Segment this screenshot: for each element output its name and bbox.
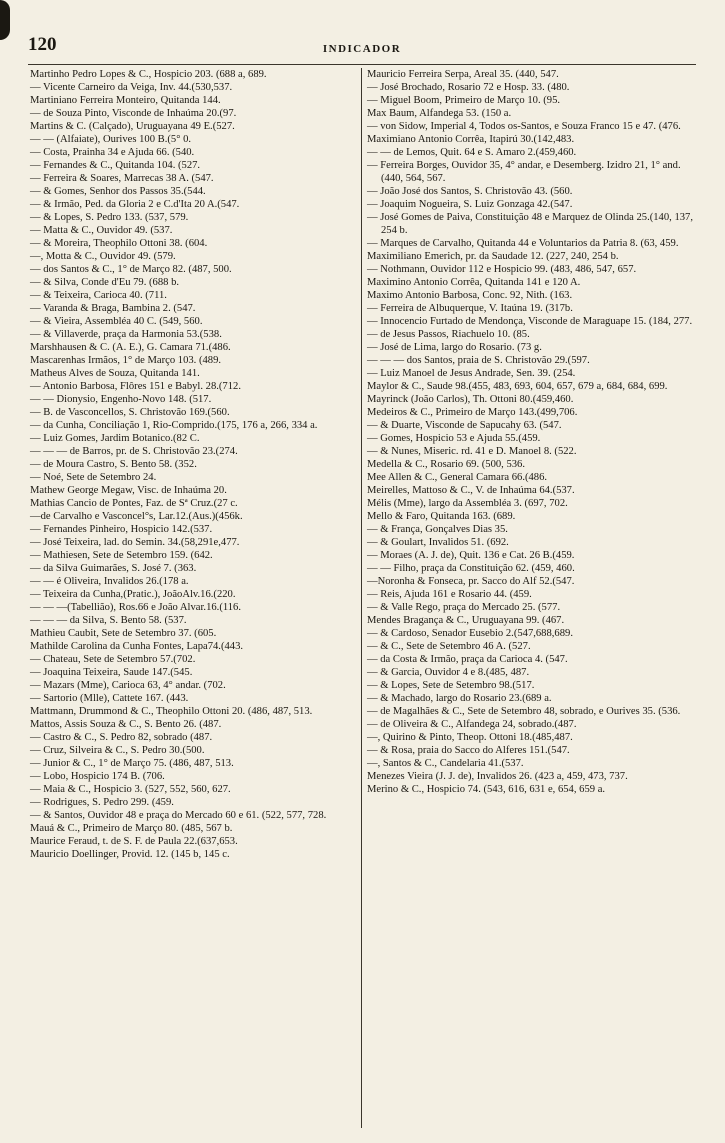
ink-stain [0, 0, 10, 40]
page-number: 120 [28, 34, 57, 55]
directory-entry: — & Duarte, Visconde de Sapucahy 63. (547. [367, 420, 562, 431]
directory-entry: — Luiz Gomes, Jardim Botanico.(82 C. [30, 433, 200, 444]
directory-entry: Merino & C., Hospicio 74. (543, 616, 631 e, 654, 659 a. [367, 784, 606, 795]
directory-entry: — & Santos, Ouvidor 48 e praça do Mercado 60 e 61. (522, 577, 728. [30, 810, 327, 821]
directory-entry: — Luiz Manoel de Jesus Andrade, Sen. 39. (254. [367, 368, 576, 379]
directory-entry: — Moraes (A. J. de), Quit. 136 e Cat. 26 B.(459. [367, 550, 575, 561]
directory-entry: Mélis (Mme), largo da Assembléa 3. (697, 702. [367, 498, 568, 509]
directory-entry: Maximo Antonio Barbosa, Conc. 92, Nith. (163. [367, 290, 573, 301]
directory-entry: — Sartorio (Mlle), Cattete 167. (443. [30, 693, 189, 704]
directory-entry: — Ferreira & Soares, Marrecas 38 A. (547. [30, 173, 214, 184]
page-header [28, 34, 696, 65]
directory-entry: — de Oliveira & C., Alfandega 24, sobrado.(487. [367, 719, 577, 730]
directory-entry: —, Santos & C., Candelaria 41.(537. [367, 758, 524, 769]
directory-entry: — Reis, Ajuda 161 e Rosario 44. (459. [367, 589, 532, 600]
directory-entry: — Joaquim Nogueira, S. Luiz Gonzaga 42.(547. [367, 199, 573, 210]
directory-entry: — & Gomes, Senhor dos Passos 35.(544. [30, 186, 206, 197]
directory-entry: Medella & C., Rosario 69. (500, 536. [367, 459, 526, 470]
columns [28, 68, 696, 1128]
directory-entry: — Miguel Boom, Primeiro de Março 10. (95. [367, 95, 561, 106]
directory-entry: — — — dos Santos, praia de S. Christovão 29.(597. [367, 355, 590, 366]
directory-entry: — B. de Vasconcellos, S. Christovão 169.(560. [30, 407, 230, 418]
directory-entry: Maximino Antonio Corrêa, Quitanda 141 e 120 A. [367, 277, 581, 288]
directory-entry: — Mazars (Mme), Carioca 63, 4° andar. (702. [30, 680, 226, 691]
directory-entry: — — —(Tabellião), Ros.66 e João Alvar.16.(116. [30, 602, 241, 613]
directory-entry: — da Cunha, Conciliação 1, Rio-Comprido.(175, 176 a, 266, 334 a. [30, 420, 318, 431]
directory-entry: — Vicente Carneiro da Veiga, Inv. 44.(530,537. [30, 82, 233, 93]
directory-entry: Mauricio Doellinger, Provid. 12. (145 b, 145 c. [30, 849, 230, 860]
directory-entry: Menezes Vieira (J. J. de), Invalidos 26. (423 a, 459, 473, 737. [367, 771, 628, 782]
directory-entry: — Joaquina Teixeira, Saude 147.(545. [30, 667, 193, 678]
directory-entry: — Matta & C., Ouvidor 49. (537. [30, 225, 173, 236]
directory-entry: Martinho Pedro Lopes & C., Hospicio 203. (688 a, 689. [30, 69, 267, 80]
directory-entry: — & Rosa, praia do Sacco do Alferes 151.(547. [367, 745, 570, 756]
running-title: INDICADOR [322, 43, 402, 55]
directory-entry: — & Irmão, Ped. da Gloria 2 e C.d'Ita 20 A.(547. [30, 199, 240, 210]
directory-entry: — Cruz, Silveira & C., S. Pedro 30.(500. [30, 745, 205, 756]
directory-entry: — & Moreira, Theophilo Ottoni 38. (604. [30, 238, 208, 249]
directory-entry: Maurice Feraud, t. de S. F. de Paula 22.(637,653. [30, 836, 238, 847]
directory-entry: — Castro & C., S. Pedro 82, sobrado (487. [30, 732, 213, 743]
directory-entry: — & França, Gonçalves Dias 35. [367, 524, 508, 535]
directory-entry: Max Baum, Alfandega 53. (150 a. [367, 108, 512, 119]
directory-entry: — Mathiesen, Sete de Setembro 159. (642. [30, 550, 213, 561]
directory-entry: Mauá & C., Primeiro de Março 80. (485, 567 b. [30, 823, 233, 834]
directory-entry: — José Brochado, Rosario 72 e Hosp. 33. (480. [367, 82, 570, 93]
directory-entry: Maximiliano Emerich, pr. da Saudade 12. (227, 240, 254 b. [367, 251, 619, 262]
directory-entry: — & Lopes, Sete de Setembro 98.(517. [367, 680, 535, 691]
directory-entry: — & Cardoso, Senador Eusebio 2.(547,688,689. [367, 628, 573, 639]
directory-entry: —, Quirino & Pinto, Theop. Ottoni 18.(485,487. [367, 732, 573, 743]
directory-entry: —de Carvalho e Vasconcel°s, Lar.12.(Aus.)(456k. [30, 511, 243, 522]
directory-entry: — Marques de Carvalho, Quitanda 44 e Voluntarios da Patria 8. (63, 459. [367, 238, 679, 249]
directory-entry: — de Souza Pinto, Visconde de Inhaúma 20.(97. [30, 108, 237, 119]
directory-entry: — — Dionysio, Engenho-Novo 148. (517. [30, 394, 212, 405]
directory-entry: Mathilde Carolina da Cunha Fontes, Lapa74.(443. [30, 641, 244, 652]
directory-entry: Mascarenhas Irmãos, 1° de Março 103. (489. [30, 355, 222, 366]
directory-entry: Mathieu Caubit, Sete de Setembro 37. (605. [30, 628, 217, 639]
directory-entry: — & Valle Rego, praça do Mercado 25. (577. [367, 602, 561, 613]
directory-entry: — Fernandes & C., Quitanda 104. (527. [30, 160, 201, 171]
directory-entry: — & Vieira, Assembléa 40 C. (549, 560. [30, 316, 203, 327]
directory-entry: —, Motta & C., Ouvidor 49. (579. [30, 251, 176, 262]
directory-entry: — & Villaverde, praça da Harmonia 53.(538. [30, 329, 222, 340]
directory-entry: — Costa, Prainha 34 e Ajuda 66. (540. [30, 147, 195, 158]
directory-entry: — João José dos Santos, S. Christovão 43. (560. [367, 186, 573, 197]
directory-entry: Matheus Alves de Souza, Quitanda 141. [30, 368, 200, 379]
directory-entry: — dos Santos & C., 1° de Março 82. (487, 500. [30, 264, 232, 275]
directory-entry: — de Magalhães & C., Sete de Setembro 48, sobrado, e Ourives 35. (536. [367, 706, 681, 717]
directory-entry: — Chateau, Sete de Setembro 57.(702. [30, 654, 196, 665]
directory-entry: — da Silva Guimarães, S. José 7. (363. [30, 563, 197, 574]
directory-entry: — Nothmann, Ouvidor 112 e Hospicio 99. (483, 486, 547, 657. [367, 264, 637, 275]
directory-entry: Mattos, Assis Souza & C., S. Bento 26. (487. [30, 719, 222, 730]
directory-entry: — José Gomes de Paiva, Constituição 48 e Marquez de Olinda 25.(140, 137, 254 b. [367, 212, 693, 236]
directory-entry: — — — da Silva, S. Bento 58. (537. [30, 615, 187, 626]
directory-entry: Mathew George Megaw, Visc. de Inhaúma 20. [30, 485, 227, 496]
directory-entry: Martiniano Ferreira Monteiro, Quitanda 144. [30, 95, 221, 106]
directory-entry: — Maia & C., Hospicio 3. (527, 552, 560, 627. [30, 784, 231, 795]
directory-entry: — Antonio Barbosa, Flôres 151 e Babyl. 28.(712. [30, 381, 241, 392]
directory-entry: Maylor & C., Saude 98.(455, 483, 693, 604, 657, 679 a, 684, 684, 699. [367, 381, 668, 392]
directory-entry: — & Nunes, Miseric. rd. 41 e D. Manoel 8. (522. [367, 446, 577, 457]
directory-entry: Mello & Faro, Quitanda 163. (689. [367, 511, 516, 522]
directory-entry: — & Garcia, Ouvidor 4 e 8.(485, 487. [367, 667, 530, 678]
left-column [28, 68, 362, 1128]
directory-entry: — & C., Sete de Setembro 46 A. (527. [367, 641, 531, 652]
directory-entry: — & Machado, largo do Rosario 23.(689 a. [367, 693, 552, 704]
directory-entry: — Ferreira Borges, Ouvidor 35, 4° andar, e Desemberg. Izidro 21, 1° and. (440, 564, 567. [367, 160, 681, 184]
directory-entry: — — Filho, praça da Constituição 62. (459, 460. [367, 563, 575, 574]
directory-entry: — & Teixeira, Carioca 40. (711. [30, 290, 167, 301]
directory-entry: Meirelles, Mattoso & C., V. de Inhaúma 64.(537. [367, 485, 575, 496]
directory-entry: Mayrinck (João Carlos), Th. Ottoni 80.(459,460. [367, 394, 574, 405]
directory-entry: — de Moura Castro, S. Bento 58. (352. [30, 459, 197, 470]
directory-entry: — — (Alfaiate), Ourives 100 B.(5° 0. [30, 134, 192, 145]
directory-entry: — José de Lima, largo do Rosario. (73 g. [367, 342, 542, 353]
directory-entry: — — é Oliveira, Invalidos 26.(178 a. [30, 576, 189, 587]
directory-entry: Mattmann, Drummond & C., Theophilo Ottoni 20. (486, 487, 513. [30, 706, 313, 717]
directory-entry: — Varanda & Braga, Bambina 2. (547. [30, 303, 196, 314]
directory-entry: Mauricio Ferreira Serpa, Areal 35. (440, 547. [367, 69, 559, 80]
directory-entry: — Fernandes Pinheiro, Hospicio 142.(537. [30, 524, 213, 535]
directory-entry: — José Teixeira, lad. do Semin. 34.(58,291e,477. [30, 537, 240, 548]
directory-entry: — von Sidow, Imperial 4, Todos os-Santos, e Souza Franco 15 e 47. (476. [367, 121, 681, 132]
directory-page [28, 34, 696, 1135]
directory-entry: Medeiros & C., Primeiro de Março 143.(499,706. [367, 407, 578, 418]
directory-entry: Mee Allen & C., General Camara 66.(486. [367, 472, 548, 483]
directory-entry: Mathias Cancio de Pontes, Faz. de Sª Cruz.(27 c. [30, 498, 238, 509]
directory-entry: — Ferreira de Albuquerque, V. Itaúna 19. (317b. [367, 303, 573, 314]
directory-entry: — & Lopes, S. Pedro 133. (537, 579. [30, 212, 189, 223]
directory-entry: — Teixeira da Cunha,(Pratic.), JoãoAlv.16.(220. [30, 589, 236, 600]
directory-entry: Maximiano Antonio Corrêa, Itapirú 30.(142,483. [367, 134, 575, 145]
directory-entry: — & Silva, Conde d'Eu 79. (688 b. [30, 277, 180, 288]
directory-entry: — da Costa & Irmão, praça da Carioca 4. (547. [367, 654, 568, 665]
directory-entry: Martins & C. (Calçado), Uruguayana 49 E.(527. [30, 121, 235, 132]
right-column [362, 68, 696, 1128]
directory-entry: — Lobo, Hospicio 174 B. (706. [30, 771, 165, 782]
directory-entry: — Innocencio Furtado de Mendonça, Visconde de Maraguape 15. (184, 277. [367, 316, 693, 327]
directory-entry: Marshhausen & C. (A. E.), G. Camara 71.(486. [30, 342, 231, 353]
directory-entry: — Rodrigues, S. Pedro 299. (459. [30, 797, 174, 808]
directory-entry: — & Goulart, Invalidos 51. (692. [367, 537, 509, 548]
directory-entry: — Gomes, Hospicio 53 e Ajuda 55.(459. [367, 433, 541, 444]
directory-entry: — de Jesus Passos, Riachuelo 10. (85. [367, 329, 530, 340]
directory-entry: — Junior & C., 1° de Março 75. (486, 487, 513. [30, 758, 234, 769]
directory-entry: —Noronha & Fonseca, pr. Sacco do Alf 52.(547. [367, 576, 575, 587]
directory-entry: — — de Lemos, Quit. 64 e S. Amaro 2.(459,460. [367, 147, 577, 158]
directory-entry: — Noé, Sete de Setembro 24. [30, 472, 157, 483]
directory-entry: — — — de Barros, pr. de S. Christovão 23.(274. [30, 446, 238, 457]
directory-entry: Mendes Bragança & C., Uruguayana 99. (467. [367, 615, 565, 626]
